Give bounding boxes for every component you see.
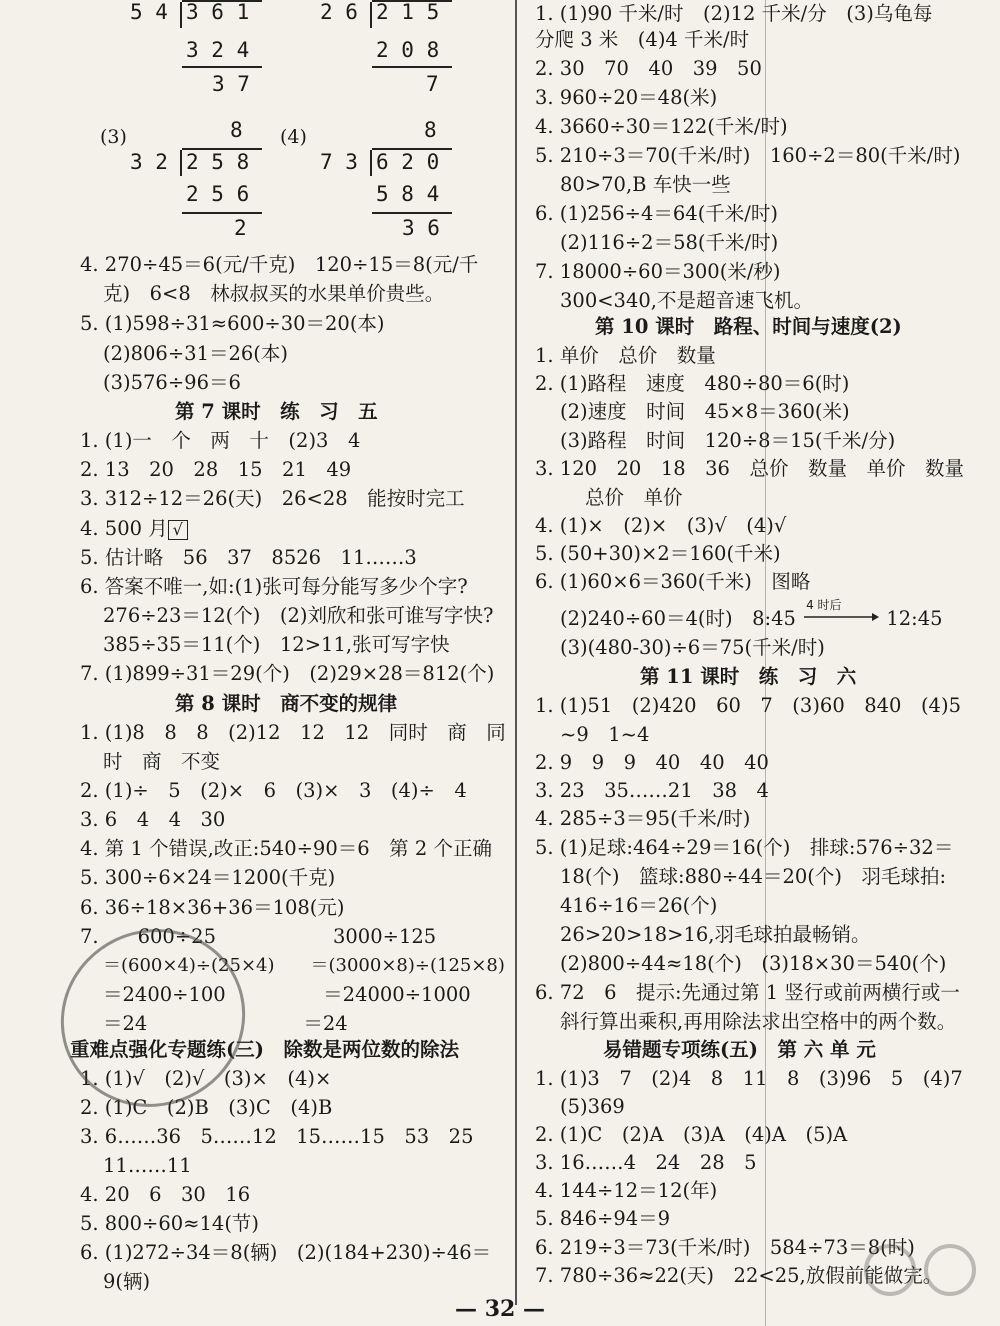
answer-line: 2. (1)÷ 5 (2)× 6 (3)× 3 (4)÷ 4 <box>80 779 467 802</box>
answer-text: 12:45 <box>886 607 943 630</box>
divisor: 5 4 <box>130 0 168 24</box>
quotient: 8 <box>424 118 437 142</box>
answer-line: 7. (1)899÷31＝29(个) (2)29×28＝812(个) <box>80 662 495 685</box>
divisor: 3 2 <box>130 150 168 174</box>
answer-line: 26>20>18>16,羽毛球拍最畅销。 <box>560 923 871 946</box>
answer-line: 6. (1)60×6＝360(千米) 图略 <box>535 570 811 593</box>
answer-line: 276÷23＝12(个) (2)刘欣和张可谁写字快? <box>103 604 494 627</box>
answer-line: 9(辆) <box>103 1270 151 1293</box>
answer-line: (3)(480-30)÷6＝75(千米/时) <box>560 636 825 659</box>
answer-line: 2. 30 70 40 39 50 <box>535 57 762 80</box>
answer-line: 2. (1)C (2)A (3)A (4)A (5)A <box>535 1123 848 1146</box>
remainder: 3 7 <box>212 72 250 96</box>
section-heading: 第 10 课时 路程、时间与速度(2) <box>595 315 902 338</box>
answer-line: 分爬 3 米 (4)4 千米/时 <box>535 28 750 51</box>
answer-line: 4. 第 1 个错误,改正:540÷90＝6 第 2 个正确 <box>80 837 492 860</box>
problem-label: (4) <box>280 126 307 148</box>
arrow-icon <box>802 609 880 629</box>
dividend: 2 5 8 <box>186 150 250 174</box>
check-box: √ <box>168 520 188 540</box>
answer-line: 2. (1)路程 速度 480÷80＝6(时) <box>535 372 850 395</box>
dividend: 3 6 1 <box>186 0 250 24</box>
section-heading: 第 11 课时 练 习 六 <box>640 665 857 688</box>
answer-line: 3. 120 20 18 36 总价 数量 单价 数量 <box>535 457 964 480</box>
answer-line: 11……11 <box>103 1154 192 1177</box>
product: 5 8 4 <box>376 182 440 206</box>
answer-line: 1. (1)3 7 (2)4 8 11 8 (3)96 5 (4)7 <box>535 1067 963 1090</box>
answer-line: 6. (1)256÷4＝64(千米/时) <box>535 202 778 225</box>
time-arrow <box>802 598 880 625</box>
answer-line: 6. 219÷3＝73(千米/时) 584÷73＝8(时) <box>535 1236 915 1259</box>
section-heading: 第 8 课时 商不变的规律 <box>175 692 398 715</box>
answer-line: 3. 960÷20＝48(米) <box>535 86 718 109</box>
answer-line: 3. 6 4 4 30 <box>80 808 226 831</box>
answer-line: 4. 285÷3＝95(千米/时) <box>535 807 751 830</box>
answer-line: (2)速度 时间 45×8＝360(米) <box>560 400 850 423</box>
answer-line: 4. (1)× (2)× (3)√ (4)√ <box>535 514 787 537</box>
answer-line: 3. 16……4 24 28 5 <box>535 1151 757 1174</box>
answer-line: 2. 13 20 28 15 21 49 <box>80 458 352 481</box>
remainder: 7 <box>426 72 439 96</box>
product: 2 5 6 <box>186 182 250 206</box>
quotient: 8 <box>230 118 243 142</box>
answer-line: 3. 23 35……21 38 4 <box>535 779 769 802</box>
divisor: 2 6 <box>320 0 358 24</box>
answer-line: 4. 144÷12＝12(年) <box>535 1179 718 1202</box>
remainder: 3 6 <box>402 216 440 240</box>
answer-line: 7. 18000÷60＝300(米/秒) <box>535 260 781 283</box>
answer-line: 18(个) 篮球:880÷44＝20(个) 羽毛球拍: <box>560 865 947 888</box>
answer-line: 1. (1)90 千米/时 (2)12 千米/分 (3)乌龟每 <box>535 2 933 25</box>
answer-line: 4. 270÷45＝6(元/千克) 120÷15＝8(元/千 <box>80 253 479 276</box>
answer-line: 5. 估计略 56 37 8526 11……3 <box>80 546 417 569</box>
answer-line: 1. (1)51 (2)420 60 7 (3)60 840 (4)5 <box>535 694 961 717</box>
problem-label: (3) <box>100 126 127 148</box>
answer-line: 3. 6……36 5……12 15……15 53 25 <box>80 1125 474 1148</box>
answer-line: 5. 300÷6×24＝1200(千克) <box>80 866 336 889</box>
answer-line: (2)116÷2＝58(千米/时) <box>560 231 779 254</box>
column-divider <box>515 0 517 1305</box>
answer-line: ＝(600×4)÷(25×4) ＝(3000×8)÷(125×8) <box>103 955 505 976</box>
answer-line: 4. 20 6 30 16 <box>80 1183 251 1206</box>
answer-line: 7. 600÷25 3000÷125 <box>80 925 437 948</box>
answer-line: 6. 72 6 提示:先通过第 1 竖行或前两横行或一 <box>535 981 960 1004</box>
dividend: 6 2 0 <box>376 150 440 174</box>
divisor: 7 3 <box>320 150 358 174</box>
answer-text: (2)240÷60＝4(时) 8:45 <box>560 607 796 630</box>
answer-line <box>560 598 943 633</box>
answer-line: 300<340,不是超音速飞机。 <box>560 289 813 312</box>
answer-line: 2. 9 9 9 40 40 40 <box>535 751 769 774</box>
answer-line: ＝24 ＝24 <box>103 1012 348 1035</box>
answer-line: 4. 3660÷30＝122(千米/时) <box>535 115 788 138</box>
answer-line: 6. (1)272÷34＝8(辆) (2)(184+230)÷46＝ <box>80 1241 492 1264</box>
answer-line: 6. 36÷18×36+36＝108(元) <box>80 896 345 919</box>
answer-line <box>80 515 188 543</box>
answer-line: 斜行算出乘积,再用除法求出空格中的两个数。 <box>560 1010 957 1033</box>
answer-line: 克) 6<8 林叔叔买的水果单价贵些。 <box>103 282 445 305</box>
answer-line: 80>70,B 车快一些 <box>560 173 731 196</box>
product: 2 0 8 <box>376 38 440 62</box>
answer-line: 3. 312÷12＝26(天) 26<28 能按时完工 <box>80 487 465 510</box>
answer-line: (2)800÷44≈18(个) (3)18×30＝540(个) <box>560 952 947 975</box>
answer-line: 1. 单价 总价 数量 <box>535 344 716 367</box>
answer-line: 总价 单价 <box>585 486 683 509</box>
answer-line: ＝2400÷100 ＝24000÷1000 <box>103 983 471 1006</box>
answer-line: 7. 780÷36≈22(天) 22<25,放假前能做完。 <box>535 1264 943 1287</box>
answer-line: 1. (1)8 8 8 (2)12 12 12 同时 商 同 <box>80 721 506 744</box>
answer-line: 5. 210÷3＝70(千米/时) 160÷2＝80(千米/时) <box>535 144 961 167</box>
answer-line: (3)路程 时间 120÷8＝15(千米/分) <box>560 429 896 452</box>
section-heading: 第 7 课时 练 习 五 <box>175 400 378 423</box>
answer-line: 5. (1)598÷31≈600÷30＝20(本) <box>80 312 385 335</box>
arrow-label: 4 时后 <box>806 598 842 612</box>
answer-line: (2)806÷31＝26(本) <box>103 342 289 365</box>
answer-line: 385÷35＝11(个) 12>11,张可写字快 <box>103 633 450 656</box>
answer-line: 5. 846÷94＝9 <box>535 1207 671 1230</box>
answer-line: ~9 1~4 <box>560 723 650 746</box>
answer-line: 5. (1)足球:464÷29＝16(个) 排球:576÷32＝ <box>535 836 954 859</box>
answer-line: 1. (1)一 个 两 十 (2)3 4 <box>80 429 361 452</box>
answer-line: 2. (1)C (2)B (3)C (4)B <box>80 1096 333 1119</box>
answer-line: (3)576÷96＝6 <box>103 371 241 394</box>
answer-line: 时 商 不变 <box>103 750 221 773</box>
section-heading: 重难点强化专题练(三) 除数是两位数的除法 <box>70 1038 459 1061</box>
answer-line: 5. 800÷60≈14(节) <box>80 1212 260 1235</box>
page-number: — 32 — <box>455 1296 545 1322</box>
answer-line: 1. (1)√ (2)√ (3)× (4)× <box>80 1067 332 1090</box>
remainder: 2 <box>234 216 247 240</box>
product: 3 2 4 <box>186 38 250 62</box>
answer-line: (5)369 <box>560 1095 625 1118</box>
answer-text: 4. 500 月 <box>80 517 168 540</box>
section-heading: 易错题专项练(五) 第 六 单 元 <box>603 1038 876 1061</box>
answer-line: 5. (50+30)×2＝160(千米) <box>535 542 781 565</box>
dividend: 2 1 5 <box>376 0 440 24</box>
answer-line: 416÷16＝26(个) <box>560 894 718 917</box>
answer-line: 6. 答案不唯一,如:(1)张可每分能写多少个字? <box>80 575 468 598</box>
